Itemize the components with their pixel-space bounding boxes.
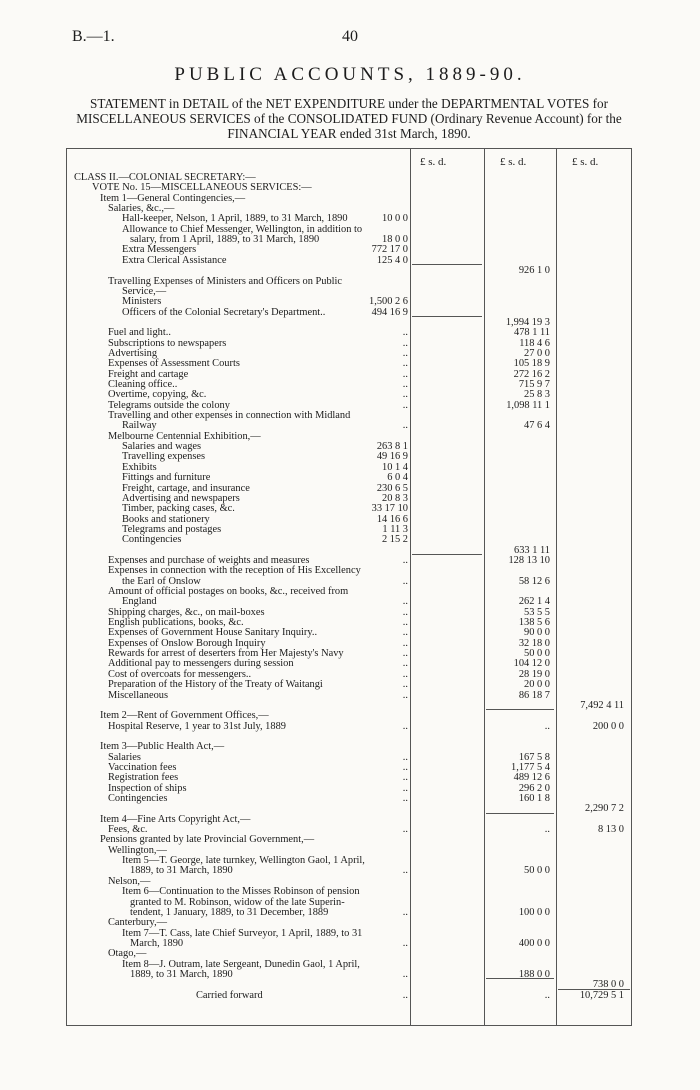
row-label: Item 7—T. Cass, late Chief Surveyor, 1 April, 1889, to 31 (122, 927, 363, 939)
row-label: VOTE No. 15—MISCELLANEOUS SERVICES:— (92, 182, 312, 194)
amount-c2: 105 18 9 (513, 358, 550, 370)
amount-c2: 28 19 0 (518, 668, 550, 680)
amount-c1: .. (402, 617, 408, 629)
subtotal-rule (412, 554, 482, 555)
amount-c2: 138 5 6 (518, 617, 550, 629)
row-label: Subscriptions to newspapers (108, 337, 227, 349)
table-row (0, 917, 700, 928)
row-label: Freight, cartage, and insurance (122, 482, 250, 494)
row-label: Cleaning office.. (108, 379, 178, 390)
row-label: Expenses in connection with the reception of His Excellency (108, 565, 361, 577)
table-row (0, 193, 700, 204)
row-label: Hospital Reserve, 1 year to 31st July, 1889 (108, 720, 286, 732)
amount-c1: .. (402, 968, 408, 980)
amount-c2: .. (544, 824, 550, 836)
row-label: Carried forward (196, 989, 263, 1001)
table-row (0, 576, 700, 587)
amount-c2: 478 1 11 (514, 327, 550, 339)
table-row (0, 410, 700, 421)
amount-c1: .. (402, 689, 408, 701)
row-label: Timber, packing cases, &c. (122, 503, 235, 515)
row-label: Additional pay to messengers during session (108, 658, 294, 670)
amount-c1: .. (402, 648, 408, 660)
row-label: Melbourne Centennial Exhibition,— (108, 430, 261, 442)
row-label: Fuel and light.. (108, 327, 171, 339)
amount-c2: 167 5 8 (518, 751, 550, 763)
row-label: Item 2—Rent of Government Offices,— (100, 710, 269, 722)
row-label: Expenses of Assessment Courts (108, 358, 240, 370)
amount-c1: 20 8 3 (382, 492, 408, 504)
amount-c3: 2,290 7 2 (585, 803, 624, 815)
row-label: Pensions granted by late Provincial Government,— (100, 834, 315, 846)
subtotal-rule (486, 813, 554, 814)
table-row (0, 938, 700, 949)
row-label: Salaries, &c.,— (108, 203, 175, 215)
page-ref: B.—1. (72, 28, 115, 45)
table-row (0, 358, 700, 369)
table-row (0, 420, 700, 431)
row-label: Inspection of ships (108, 782, 187, 794)
amount-c1: 18 0 0 (382, 234, 408, 246)
table-row (0, 265, 700, 276)
row-label: Vaccination fees (108, 761, 177, 773)
amount-c1: .. (402, 347, 408, 359)
amount-c2: 86 18 7 (518, 689, 550, 701)
table-row (0, 379, 700, 390)
amount-c1: .. (402, 606, 408, 618)
row-label: March, 1890 (130, 937, 184, 949)
amount-c2: 32 18 0 (518, 637, 550, 649)
row-label: 1889, to 31 March, 1890 (130, 865, 233, 877)
table-row (0, 617, 700, 628)
table-row (0, 286, 700, 297)
table-row (0, 648, 700, 659)
amount-c2: .. (544, 989, 550, 1001)
amount-c1: .. (402, 937, 408, 949)
table-row (0, 503, 700, 514)
amount-c1: .. (402, 596, 408, 608)
table-row (0, 876, 700, 887)
amount-c2: 53 5 5 (524, 606, 550, 618)
row-label: Travelling and other expenses in connection with Midland (108, 410, 351, 422)
row-label: salary, from 1 April, 1889, to 31 March, 1890 (130, 234, 320, 246)
table-row (0, 431, 700, 442)
table-row (0, 441, 700, 452)
amount-c2: 47 6 4 (524, 420, 550, 432)
amount-c1: .. (402, 906, 408, 918)
row-label: Item 4—Fine Arts Copyright Act,— (100, 813, 251, 825)
row-label: CLASS II.—COLONIAL SECRETARY:— (74, 172, 256, 183)
table-row (0, 276, 700, 287)
amount-c2: 489 12 6 (513, 772, 550, 784)
amount-c3: 738 0 0 (592, 979, 624, 991)
table-row (0, 669, 700, 680)
row-label: Nelson,— (108, 875, 151, 887)
amount-c1: .. (402, 824, 408, 836)
amount-c1: 230 6 5 (376, 482, 408, 494)
table-row (0, 182, 700, 193)
amount-c1: 6 0 4 (387, 472, 408, 484)
amount-c1: .. (402, 389, 408, 401)
row-label: Cost of overcoats for messengers.. (108, 668, 252, 680)
row-label: Expenses of Onslow Borough Inquiry (108, 637, 266, 649)
amount-c1: 125 4 0 (376, 254, 408, 266)
table-row (0, 555, 700, 566)
amount-c1: .. (402, 658, 408, 670)
amount-c1: .. (402, 679, 408, 691)
amount-c3: 8 13 0 (598, 824, 624, 836)
amount-c1: 1 11 3 (382, 523, 408, 535)
amount-c2: 104 12 0 (513, 658, 550, 670)
row-label: the Earl of Onslow (122, 575, 201, 587)
table-row (0, 803, 700, 814)
row-label: Railway (122, 420, 157, 432)
row-label: Item 5—T. George, late turnkey, Wellington Gaol, 1 April, (122, 855, 365, 867)
table-row (0, 348, 700, 359)
amount-c2: 25 8 3 (524, 389, 550, 401)
row-label: Officers of the Colonial Secretary's Department.. (122, 306, 326, 318)
row-label: Registration fees (108, 772, 179, 784)
amount-c1: .. (402, 575, 408, 587)
amount-c1: 263 8 1 (376, 441, 408, 453)
table-row (0, 400, 700, 411)
amount-c2: 1,177 5 4 (511, 761, 550, 773)
table-row (0, 596, 700, 607)
table-row (0, 741, 700, 752)
amount-c1: .. (402, 399, 408, 411)
row-label: Miscellaneous (108, 689, 169, 701)
amount-c2: 90 0 0 (524, 627, 550, 639)
row-label: English publications, books, &c. (108, 617, 244, 629)
amount-c2: 262 1 4 (518, 596, 550, 608)
amount-c1: 1,500 2 6 (369, 296, 408, 308)
amount-c1: .. (402, 358, 408, 370)
amount-c1: .. (402, 337, 408, 349)
table-row (0, 783, 700, 794)
row-label: Freight and cartage (108, 368, 189, 380)
row-label: Exhibits (122, 461, 157, 473)
statement-intro: STATEMENT in DETAIL of the NET EXPENDITURE under the DEPARTMENTAL VOTES for MISCELLANEOUS SERVICES of the CONSOLIDATED FUND (Ordinary Revenue Account) for the FINANCIAL YEAR ended 31st March, 1890. (76, 96, 622, 141)
amount-c2: 272 16 2 (513, 368, 550, 380)
amount-c2: 188 0 0 (518, 968, 550, 980)
table-row (0, 897, 700, 908)
row-label: Extra Messengers (122, 244, 197, 256)
row-label: Amount of official postages on books, &c., received from (108, 586, 349, 597)
amount-c1: 14 16 6 (376, 513, 408, 525)
amount-c1: .. (402, 368, 408, 380)
amount-c1: .. (402, 782, 408, 794)
subtotal-rule (412, 264, 482, 265)
row-label: Expenses of Government House Sanitary Inquiry.. (108, 627, 318, 639)
table-row (0, 907, 700, 918)
table-row (0, 638, 700, 649)
row-label: Salaries (108, 751, 141, 763)
table-row (0, 731, 700, 742)
amount-c1: .. (402, 989, 408, 1001)
amount-c2: 1,098 11 1 (506, 399, 550, 411)
table-row (0, 762, 700, 773)
amount-c3: 200 0 0 (592, 720, 624, 732)
amount-c1: 10 1 4 (382, 461, 408, 473)
amount-c1: 33 17 10 (371, 503, 408, 515)
amount-c1: .. (402, 793, 408, 804)
amount-c1: .. (402, 627, 408, 639)
table-row (0, 462, 700, 473)
table-row (0, 451, 700, 462)
subtotal-rule (486, 978, 554, 979)
row-label: Rewards for arrest of deserters from Her Majesty's Navy (108, 648, 344, 660)
table-row (0, 928, 700, 939)
table-row (0, 679, 700, 690)
table-row (0, 307, 700, 318)
amount-c2: 50 0 0 (524, 865, 550, 877)
subtotal-rule (558, 989, 630, 990)
table-row (0, 545, 700, 556)
page-number: 40 (342, 28, 358, 45)
subtotal-rule (486, 709, 554, 710)
amount-c2: 633 1 11 (514, 544, 550, 556)
table-row (0, 990, 700, 1001)
amount-c2: 400 0 0 (518, 937, 550, 949)
table-row (0, 834, 700, 845)
amount-c1: .. (402, 720, 408, 732)
table-row (0, 338, 700, 349)
table-row (0, 586, 700, 597)
table-row (0, 710, 700, 721)
row-label: Expenses and purchase of weights and measures (108, 554, 310, 566)
table-row (0, 327, 700, 338)
table-row (0, 700, 700, 711)
amount-c2: 100 0 0 (518, 906, 550, 918)
page-title: PUBLIC ACCOUNTS, 1889-90. (174, 64, 526, 85)
row-label: Item 6—Continuation to the Misses Robinson of pension (122, 886, 360, 898)
row-label: Extra Clerical Assistance (122, 254, 227, 266)
table-row (0, 244, 700, 255)
row-label: England (122, 596, 157, 608)
row-label: Ministers (122, 296, 162, 308)
row-label: granted to M. Robinson, widow of the late Superin- (130, 896, 345, 908)
table-row (0, 524, 700, 535)
amount-c1: .. (402, 327, 408, 339)
table-row (0, 565, 700, 576)
amount-c2: 118 4 6 (519, 337, 550, 349)
table-row (0, 493, 700, 504)
amount-c1: .. (402, 772, 408, 784)
row-label: Travelling Expenses of Ministers and Officers on Public (108, 275, 343, 287)
table-row (0, 203, 700, 214)
table-row (0, 534, 700, 545)
row-label: Overtime, copying, &c. (108, 389, 207, 401)
table-row (0, 472, 700, 483)
table-row (0, 514, 700, 525)
column-header-2: £ s. d. (500, 156, 527, 168)
table-row (0, 234, 700, 245)
amount-c1: .. (402, 379, 408, 390)
amount-c1: 2 15 2 (382, 534, 408, 546)
amount-c2: 20 0 0 (524, 679, 550, 691)
amount-c1: .. (402, 668, 408, 680)
table-row (0, 369, 700, 380)
amount-c2: 1,994 19 3 (505, 316, 550, 328)
row-label: Item 1—General Contingencies,— (100, 192, 246, 204)
amount-c1: 494 16 9 (371, 306, 408, 318)
table-row (0, 213, 700, 224)
amount-c2: 27 0 0 (524, 347, 550, 359)
row-label: Shipping charges, &c., on mail-boxes (108, 606, 265, 618)
subtotal-rule (412, 316, 482, 317)
row-label: Telegrams outside the colony (108, 399, 230, 411)
amount-c3: 7,492 4 11 (580, 699, 624, 711)
column-header-3: £ s. d. (572, 156, 599, 168)
table-row (0, 855, 700, 866)
amount-c2: 128 13 10 (508, 554, 550, 566)
table-row (0, 627, 700, 638)
table-row (0, 658, 700, 669)
row-label: Advertising (108, 347, 158, 359)
table-row (0, 793, 700, 804)
table-row (0, 483, 700, 494)
row-label: Contingencies (122, 534, 182, 546)
table-row (0, 886, 700, 897)
amount-c1: .. (402, 420, 408, 432)
row-label: Wellington,— (108, 844, 167, 856)
table-row (0, 296, 700, 307)
table-row (0, 948, 700, 959)
row-label: Allowance to Chief Messenger, Wellington, in addition to (122, 223, 363, 235)
table-row (0, 607, 700, 618)
row-label: Advertising and newspapers (122, 492, 240, 504)
table-row (0, 224, 700, 235)
amount-c1: .. (402, 761, 408, 773)
table-row (0, 752, 700, 763)
table-row (0, 690, 700, 701)
table-row (0, 845, 700, 856)
row-label: Item 8—J. Outram, late Sergeant, Dunedin Gaol, 1 April, (122, 958, 360, 970)
amount-c2: 50 0 0 (524, 648, 550, 660)
amount-c2: 296 2 0 (518, 782, 550, 794)
table-row (0, 772, 700, 783)
amount-c1: .. (402, 554, 408, 566)
row-label: tendent, 1 January, 1889, to 31 December, 1889 (130, 906, 329, 918)
row-label: Fees, &c. (108, 824, 148, 836)
amount-c2: 58 12 6 (518, 575, 550, 587)
amount-c1: .. (402, 637, 408, 649)
row-label: Otago,— (108, 948, 147, 960)
row-label: Salaries and wages (122, 441, 202, 453)
row-label: Preparation of the History of the Treaty of Waitangi (108, 679, 323, 691)
amount-c1: 49 16 9 (376, 451, 408, 463)
amount-c1: .. (402, 865, 408, 877)
table-row (0, 959, 700, 970)
row-label: 1889, to 31 March, 1890 (130, 968, 233, 980)
table-row (0, 389, 700, 400)
table-row (0, 865, 700, 876)
amount-c2: 926 1 0 (518, 265, 550, 277)
row-label: Fittings and furniture (122, 472, 211, 484)
table-row (0, 172, 700, 183)
amount-c3: 10,729 5 1 (579, 989, 624, 1001)
row-label: Contingencies (108, 793, 168, 804)
row-label: Item 3—Public Health Act,— (100, 741, 225, 753)
row-label: Canterbury,— (108, 917, 168, 929)
amount-c1: 10 0 0 (382, 213, 408, 225)
amount-c2: .. (544, 720, 550, 732)
table-row (0, 824, 700, 835)
amount-c2: 715 9 7 (518, 379, 550, 390)
row-label: Telegrams and postages (122, 523, 222, 535)
table-row (0, 721, 700, 732)
amount-c1: .. (402, 751, 408, 763)
row-label: Travelling expenses (122, 451, 206, 463)
table-row (0, 255, 700, 266)
row-label: Hall-keeper, Nelson, 1 April, 1889, to 31 March, 1890 (122, 213, 348, 225)
amount-c1: 772 17 0 (371, 244, 408, 256)
table-row (0, 969, 700, 980)
table-row (0, 814, 700, 825)
table-row (0, 317, 700, 328)
amount-c2: 160 1 8 (518, 793, 550, 804)
column-header-1: £ s. d. (420, 156, 447, 168)
row-label: Service,— (122, 285, 167, 297)
row-label: Books and stationery (122, 513, 210, 525)
